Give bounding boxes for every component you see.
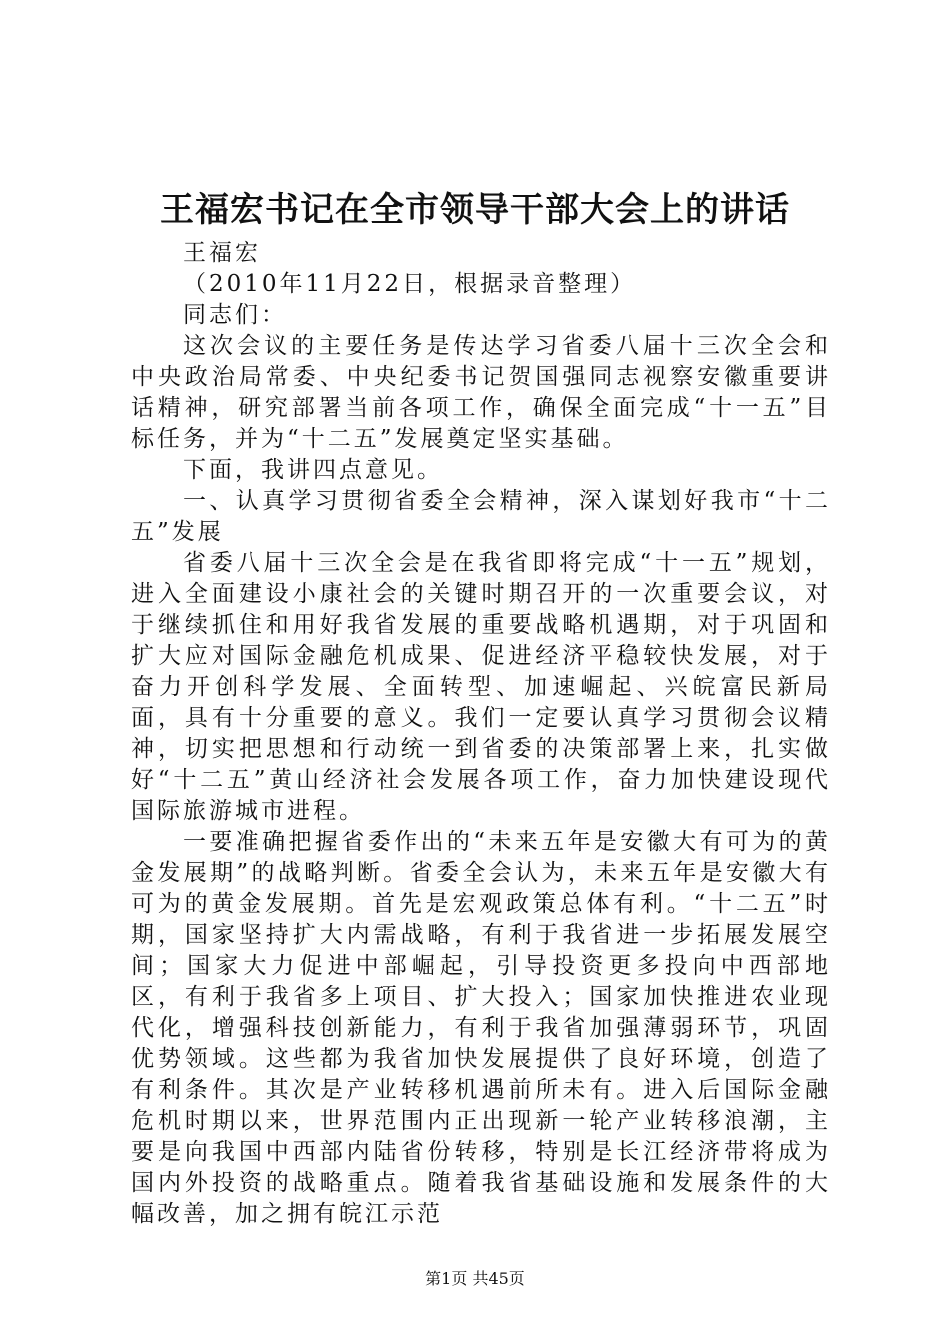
body-paragraph: 省委八届十三次全会是在我省即将完成“十一五”规划，进入全面建设小康社会的关键时期召开的一次重要会议，对于继续抓住和用好我省发展的重要战略机遇期，对于巩固和扩大应对国际金融危机成果、促进经济平稳较快发展，对于奋力开创科学发展、全面转型、加速崛起、兴皖富民新局面，具有十分重要的意义。我们一定要认真学习贯彻会议精神，切实把思想和行动统一到省委的决策部署上来，扎实做好“十二五”黄山经济社会发展各项工作，奋力加快建设现代国际旅游城市进程。 bbox=[131, 550, 831, 824]
speech-date-note: （2010年11月22日，根据录音整理） bbox=[183, 271, 637, 297]
body-paragraph: 这次会议的主要任务是传达学习省委八届十三次全会和中央政治局常委、中央纪委书记贺国强同志视察安徽重要讲话精神，研究部署当前各项工作，确保全面完成“十一五”目标任务，并为“十二五”发展奠定坚实基础。 bbox=[131, 333, 831, 452]
section-heading: 一、认真学习贯彻省委全会精神，深入谋划好我市“十二五”发展 bbox=[131, 488, 831, 545]
speaker-name: 王福宏 bbox=[183, 240, 261, 266]
document-title: 王福宏书记在全市领导干部大会上的讲话 bbox=[160, 190, 790, 230]
document-body bbox=[131, 238, 831, 1230]
page-number: 第1页 共45页 bbox=[425, 1269, 525, 1288]
body-paragraph: 下面，我讲四点意见。 bbox=[183, 457, 443, 483]
body-paragraph: 一要准确把握省委作出的“未来五年是安徽大有可为的黄金发展期”的战略判断。省委全会认为，未来五年是安徽大有可为的黄金发展期。首先是宏观政策总体有利。“十二五”时期，国家坚持扩大内需战略，有利于我省进一步拓展发展空间；国家大力促进中部崛起，引导投资更多投向中西部地区，有利于我省多上项目、扩大投入；国家加快推进农业现代化，增强科技创新能力，有利于我省加强薄弱环节，巩固优势领域。这些都为我省加快发展提供了良好环境，创造了有利条件。其次是产业转移机遇前所未有。进入后国际金融危机时期以来，世界范围内正出现新一轮产业转移浪潮，主要是向我国中西部内陆省份转移，特别是长江经济带将成为国内外投资的战略重点。随着我省基础设施和发展条件的大幅改善，加之拥有皖江示范 bbox=[131, 829, 831, 1227]
salutation: 同志们： bbox=[183, 302, 287, 328]
